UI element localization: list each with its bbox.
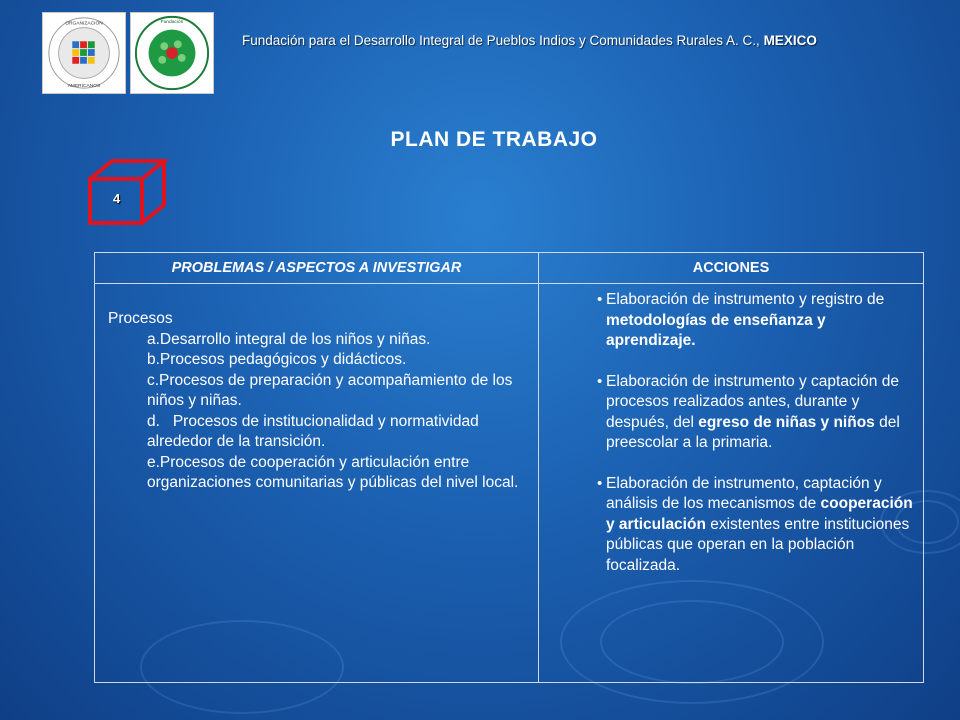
processes-title: Procesos [108,310,173,327]
action-text: Elaboración de instrumento, captación y análisis de los mecanismos de [606,474,882,512]
action-text: Elaboración de instrumento y captación de procesos realizados antes, durante y después, del [606,372,899,431]
action-text: Elaboración de instrumento y registro de [606,291,885,308]
organization-name: Fundación para el Desarrollo Integral de Pueblos Indios y Comunidades Rurales A. C., [242,33,760,48]
action-text-end: existentes entre instituciones públicas que operan en la población focalizada. [606,515,910,574]
action-item [597,372,915,454]
table-header-row [95,253,924,284]
action-emphasis: egreso de niñas y niños [698,413,875,431]
header-actions: ACCIONES [539,253,924,284]
list-item: b.Procesos pedagógicos y didácticos. [147,351,407,368]
step-number: 4 [113,191,121,206]
oas-logo [42,12,126,94]
action-text-end: del preescolar a la primaria. [606,413,900,451]
action-item [597,474,915,577]
bullet-icon: • [597,372,603,390]
plan-table [94,252,924,683]
page-title: PLAN DE TRABAJO [390,128,598,151]
foundation-logo [130,12,214,94]
svg-text:Fundación: Fundación [160,19,184,25]
problems-cell [95,284,539,683]
svg-text:AMERICANOS: AMERICANOS [67,84,101,90]
list-item: e.Procesos de cooperación y articulación entre organizaciones comunitarias y públicas del nivel local. [147,453,519,491]
action-item [597,290,915,352]
list-item: d. Procesos de institucionalidad y normatividad alrededor de la transición. [147,412,484,450]
list-item: a.Desarrollo integral de los niños y niñas. [147,330,431,348]
table-row [95,284,924,683]
bullet-icon: • [597,474,603,492]
organization-header [242,33,817,48]
country-label: MEXICO [763,33,817,48]
list-item: c.Procesos de preparación y acompañamiento de los niños y niñas. [147,371,513,409]
cube-icon [84,157,168,227]
svg-text:ORGANIZACION: ORGANIZACION [65,21,103,27]
header-problems: PROBLEMAS / ASPECTOS A INVESTIGAR [95,253,539,284]
actions-cell [539,284,924,683]
action-emphasis: cooperación y articulación [606,495,913,533]
bullet-icon: • [597,291,603,308]
action-text-end: . [691,332,696,349]
action-emphasis: metodologías de enseñanza y aprendizaje [606,311,826,349]
